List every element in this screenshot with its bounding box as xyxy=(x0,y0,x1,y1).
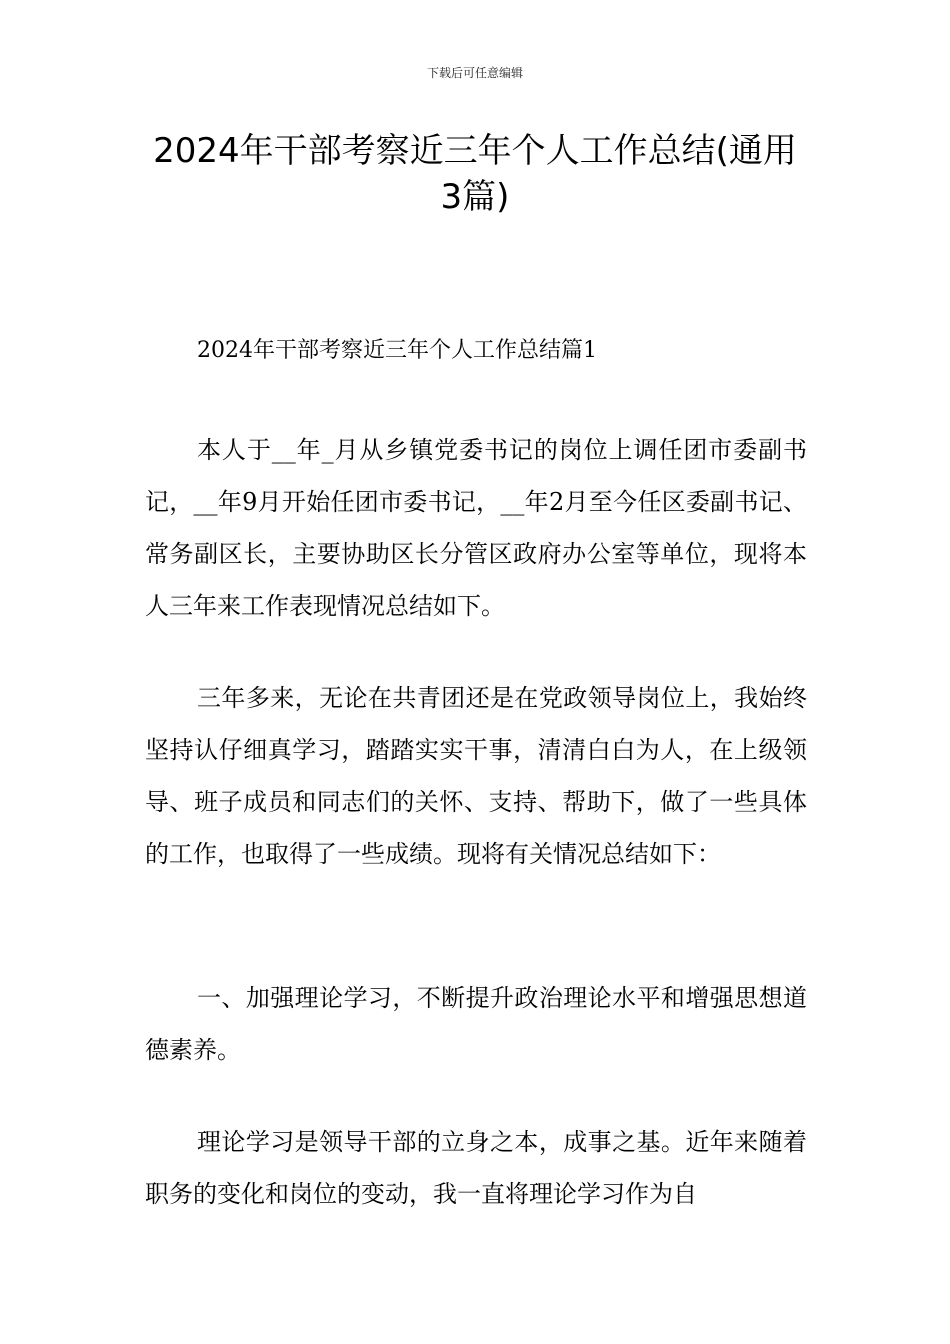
paragraph-overview: 三年多来，无论在共青团还是在党政领导岗位上，我始终坚持认仔细真学习，踏踏实实干事，清清白白为人，在上级领导、班子成员和同志们的关怀、支持、帮助下，做了一些具体的工作，也取得了一些成绩。现将有关情况总结如下： xyxy=(145,684,807,868)
paragraph-theory-study: 理论学习是领导干部的立身之本，成事之基。近年来随着职务的变化和岗位的变动，我一直将理论学习作为自 xyxy=(145,1128,807,1208)
header-note: 下载后可任意编辑 xyxy=(426,66,523,80)
section-heading: 2024年干部考察近三年个人工作总结篇1 xyxy=(197,338,597,363)
document-title-line-2: 3篇) xyxy=(440,177,510,217)
paragraph-point-one: 一、加强理论学习，不断提升政治理论水平和增强思想道德素养。 xyxy=(145,984,807,1064)
document-title-line-1: 2024年干部考察近三年个人工作总结(通用 xyxy=(153,131,797,171)
document-title xyxy=(140,128,810,220)
paragraph-intro: 本人于__年_月从乡镇党委书记的岗位上调任团市委副书记，__年9月开始任团市委书记，__年2月至今任区委副书记、常务副区长，主要协助区长分管区政府办公室等单位，现将本人三年来工作表现情况总结如下。 xyxy=(145,436,807,620)
